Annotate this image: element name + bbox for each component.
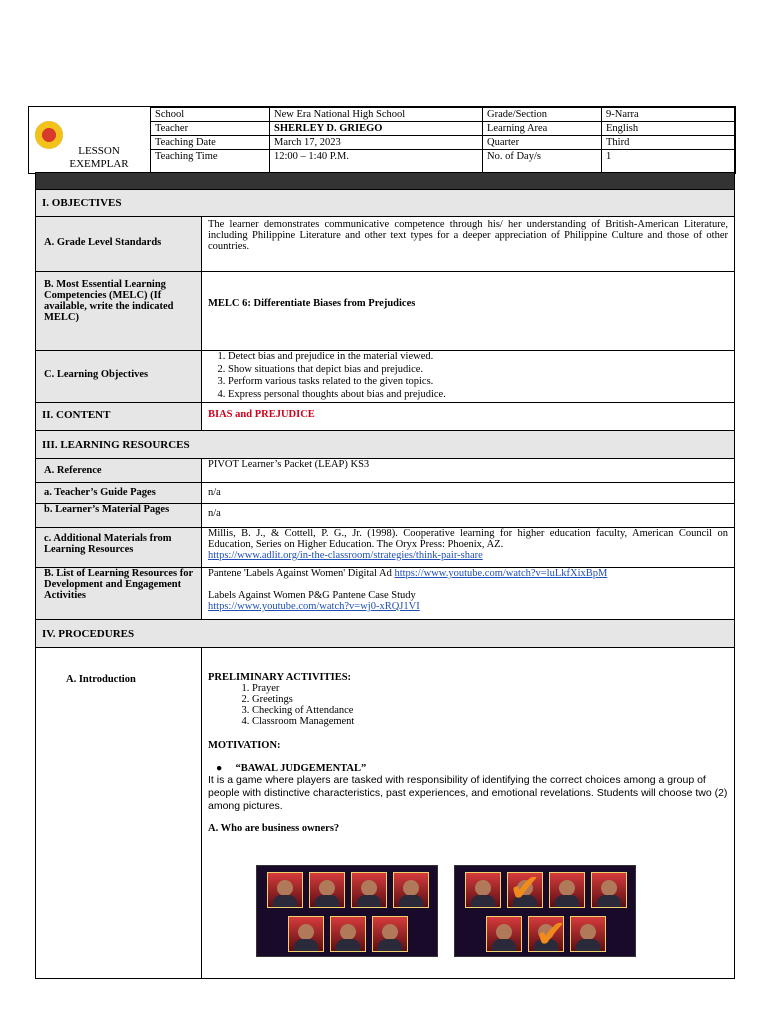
list-item: 1. Detect bias and prejudice in the material viewed. bbox=[228, 351, 728, 364]
teachers-guide-label: a. Teacher’s Guide Pages bbox=[36, 483, 202, 503]
gls-text: The learner demonstrates communicative competence through his/ her understanding of British-American Literature, including Philippine Literature and other text types for a deeper appreciation of Philippine Culture and those of other countries. bbox=[208, 219, 728, 252]
gls-label: A. Grade Level Standards bbox=[36, 217, 202, 271]
header-label: No. of Day/s bbox=[483, 150, 602, 175]
bullet-icon: ● bbox=[216, 763, 223, 774]
header-row bbox=[151, 136, 735, 150]
additional-materials-label: c. Additional Materials from Learning Resources bbox=[36, 528, 202, 567]
header-info-table bbox=[150, 107, 735, 175]
logo-cell bbox=[29, 107, 151, 173]
header-value: March 17, 2023 bbox=[270, 136, 483, 150]
preliminary-list bbox=[208, 683, 728, 727]
case-study-link[interactable]: https://www.youtube.com/watch?v=wj0-xRQJ1VI bbox=[208, 601, 420, 612]
teachers-guide-row bbox=[36, 483, 734, 504]
reference-row bbox=[36, 459, 734, 483]
think-pair-share-link[interactable]: https://www.adlit.org/in-the-classroom/strategies/think-pair-share bbox=[208, 550, 483, 561]
grade-level-standards-row bbox=[36, 217, 734, 272]
header-value: Third bbox=[602, 136, 735, 150]
melc-row bbox=[36, 272, 734, 351]
header-value: New Era National High School bbox=[270, 108, 483, 122]
question-text: A. Who are business owners? bbox=[208, 823, 340, 834]
game-description: It is a game where players are tasked with responsibility of identifying the correct choices among a group of people with distinctive characteristics, past experiences, and emotional revelations. Students will choose two (2) among pictures. bbox=[208, 774, 728, 812]
pantene-ad-text: Pantene 'Labels Against Women' Digital Ad bbox=[208, 568, 395, 579]
game-screenshot-2 bbox=[454, 865, 636, 957]
reference-label: A. Reference bbox=[36, 459, 202, 482]
learning-objectives-row bbox=[36, 351, 734, 403]
lesson-plan-table bbox=[35, 172, 735, 979]
lesson-exemplar-title: LESSON EXEMPLAR bbox=[69, 145, 129, 170]
list-item: 4. Classroom Management bbox=[252, 716, 728, 727]
melc-text: MELC 6: Differentiate Biases from Prejudices bbox=[208, 298, 416, 309]
section-objectives: I. OBJECTIVES bbox=[36, 190, 734, 217]
header-value: 12:00 – 1:40 P.M. bbox=[270, 150, 483, 175]
lo-list-cell bbox=[202, 351, 734, 402]
list-item: 4. Express personal thoughts about bias and prejudice. bbox=[228, 389, 728, 402]
section-procedures: IV. PROCEDURES bbox=[36, 620, 734, 648]
header-value: 9-Narra bbox=[602, 108, 735, 122]
preliminary-title: PRELIMINARY ACTIVITIES: bbox=[208, 672, 352, 683]
learners-material-label: b. Learner’s Material Pages bbox=[36, 504, 202, 527]
motivation-title: MOTIVATION: bbox=[208, 740, 281, 751]
case-study-text: Labels Against Women P&G Pantene Case Study bbox=[208, 590, 416, 601]
content-cell bbox=[202, 403, 734, 430]
game-title: “BAWAL JUDGEMENTAL” bbox=[235, 763, 367, 774]
header-value: English bbox=[602, 122, 735, 136]
section-learning-resources: III. LEARNING RESOURCES bbox=[36, 431, 734, 459]
list-resources-row bbox=[36, 568, 734, 620]
reference-text: PIVOT Learner’s Packet (LEAP) KS3 bbox=[208, 459, 370, 470]
header-label: Quarter bbox=[483, 136, 602, 150]
header-row bbox=[151, 122, 735, 136]
header-row bbox=[151, 150, 735, 175]
additional-materials-row bbox=[36, 528, 734, 568]
list-item: 3. Perform various tasks related to the given topics. bbox=[228, 376, 728, 389]
game-title-line bbox=[208, 763, 728, 774]
additional-materials-cell bbox=[202, 528, 734, 567]
header-value: 1 bbox=[602, 150, 735, 175]
header-label: Teaching Time bbox=[151, 150, 270, 175]
learners-material-row bbox=[36, 504, 734, 528]
list-item: 1. Prayer bbox=[252, 683, 728, 694]
game-screenshot-1 bbox=[256, 865, 438, 957]
content-topic: BIAS and PREJUDICE bbox=[208, 409, 315, 420]
section-content: II. CONTENT bbox=[36, 403, 202, 430]
header-label: Grade/Section bbox=[483, 108, 602, 122]
list-item: 2. Show situations that depict bias and prejudice. bbox=[228, 364, 728, 377]
header-label: Learning Area bbox=[483, 122, 602, 136]
header-label: School bbox=[151, 108, 270, 122]
list-resources-cell bbox=[202, 568, 734, 619]
additional-materials-text: Millis, B. J., & Cottell, P. G., Jr. (1998). Cooperative learning for higher education faculty, American Council on Education, Series on Higher Education. The Oryx Press: Phoenix, AZ. bbox=[208, 528, 728, 550]
list-resources-label: B. List of Learning Resources for Development and Engagement Activities bbox=[36, 568, 202, 619]
header-row bbox=[151, 108, 735, 122]
learning-objectives-list bbox=[208, 351, 728, 401]
dark-header-bar bbox=[36, 173, 734, 190]
list-item: 3. Checking of Attendance bbox=[252, 705, 728, 716]
pantene-ad-link[interactable]: https://www.youtube.com/watch?v=luLkfXixBpM bbox=[394, 568, 608, 579]
header-label: Teacher bbox=[151, 122, 270, 136]
lesson-header bbox=[28, 106, 736, 174]
teachers-guide-text: n/a bbox=[208, 487, 221, 498]
learners-material-text: n/a bbox=[208, 508, 221, 519]
content-row bbox=[36, 403, 734, 431]
list-item: 2. Greetings bbox=[252, 694, 728, 705]
introduction-label: A. Introduction bbox=[36, 648, 202, 978]
teacher-name: SHERLEY D. GRIEGO bbox=[270, 122, 483, 136]
header-label: Teaching Date bbox=[151, 136, 270, 150]
checkmark-icon: ✔ bbox=[509, 866, 541, 910]
melc-label: B. Most Essential Learning Competencies (MELC) (If available, write the indicated MELC) bbox=[36, 272, 202, 350]
checkmark-icon: ✔ bbox=[535, 912, 567, 956]
lo-label: C. Learning Objectives bbox=[36, 351, 202, 402]
